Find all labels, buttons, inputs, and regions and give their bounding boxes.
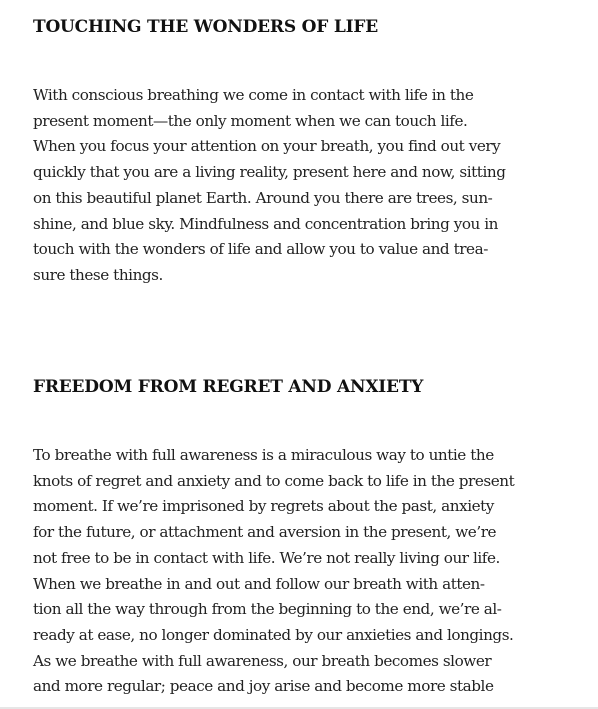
paragraph-line: and more regular; peace and joy arise and become more stable	[33, 677, 494, 696]
paragraph-line: To breathe with full awareness is a miraculous way to untie the	[33, 446, 494, 464]
paragraph-line: When you focus your attention on your breath, you find out very	[33, 137, 501, 156]
paragraph-line: When we breathe in and out and follow our breath with atten-	[33, 574, 485, 593]
paragraph-line: present moment—the only moment when we can touch life.	[33, 111, 468, 130]
section-paragraph-freedom-from-regret	[33, 443, 514, 700]
section-heading-wonders-of-life: TOUCHING THE WONDERS OF LIFE	[33, 17, 378, 37]
paragraph-line: knots of regret and anxiety and to come back to life in the present	[33, 471, 515, 490]
paragraph-line: shine, and blue sky. Mindfulness and concentration bring you in	[33, 214, 499, 233]
paragraph-line: tion all the way through from the beginning to the end, we’re al-	[33, 600, 502, 619]
section-paragraph-wonders-of-life	[33, 83, 505, 289]
paragraph-line: With conscious breathing we come in contact with life in the	[33, 86, 474, 104]
paragraph-line: not free to be in contact with life. We’re not really living our life.	[33, 548, 500, 567]
section-heading-freedom-from-regret: FREEDOM FROM REGRET AND ANXIETY	[33, 377, 424, 397]
paragraph-line: quickly that you are a living reality, present here and now, sitting	[33, 163, 506, 182]
paragraph-line: sure these things.	[33, 265, 163, 284]
paragraph-line: touch with the wonders of life and allow you to value and trea-	[33, 240, 488, 259]
paragraph-line: on this beautiful planet Earth. Around you there are trees, sun-	[33, 188, 493, 207]
paragraph-line: As we breathe with full awareness, our breath becomes slower	[33, 651, 492, 670]
paragraph-line: ready at ease, no longer dominated by our anxieties and longings.	[33, 625, 514, 644]
paragraph-line: for the future, or attachment and aversion in the present, we’re	[33, 523, 497, 542]
paragraph-line: moment. If we’re imprisoned by regrets about the past, anxiety	[33, 497, 494, 516]
